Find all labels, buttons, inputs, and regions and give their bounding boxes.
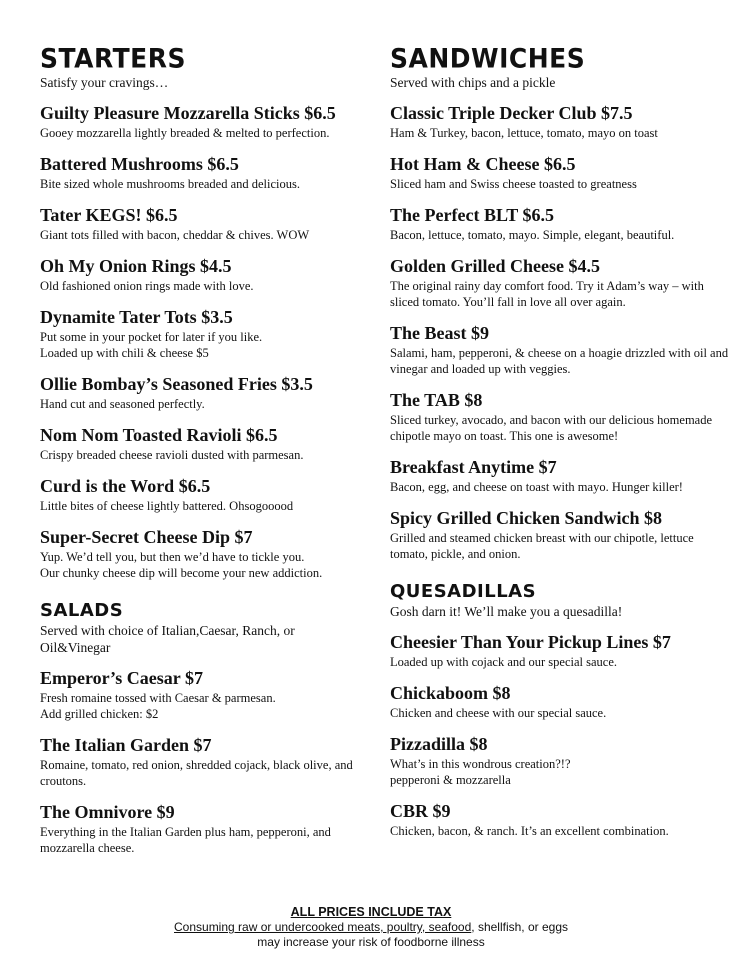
quesadillas-heading: QUESADILLAS bbox=[390, 581, 537, 602]
menu-item bbox=[40, 305, 360, 361]
starters-heading: STARTERS bbox=[40, 43, 186, 74]
menu-item-title: Hot Ham & Cheese $6.5 bbox=[390, 154, 576, 174]
menu-item bbox=[40, 800, 360, 856]
sandwiches-tagline: Served with chips and a pickle bbox=[390, 75, 556, 90]
menu-item-title: Dynamite Tater Tots $3.5 bbox=[40, 307, 233, 327]
salads-section bbox=[40, 600, 360, 856]
menu-item-description: Hand cut and seasoned perfectly. bbox=[40, 397, 205, 411]
menu-item bbox=[390, 630, 730, 670]
menu-item-title: Spicy Grilled Chicken Sandwich $8 bbox=[390, 508, 663, 528]
menu-item-title: Pizzadilla $8 bbox=[390, 734, 488, 754]
menu-item-title: Emperor’s Caesar $7 bbox=[40, 668, 203, 688]
salads-heading: SALADS bbox=[40, 600, 124, 621]
menu-item bbox=[390, 732, 730, 788]
menu-item bbox=[390, 254, 730, 310]
menu-item-description: Old fashioned onion rings made with love. bbox=[40, 279, 254, 293]
menu-item bbox=[40, 474, 360, 514]
menu-item-title: Cheesier Than Your Pickup Lines $7 bbox=[390, 632, 671, 652]
warning-rest: , shellfish, or eggs bbox=[471, 920, 568, 934]
menu-item bbox=[40, 254, 360, 294]
menu-item-description: Yup. We’d tell you, but then we’d have to tickle you. Our chunky cheese dip will become your new addiction. bbox=[40, 550, 323, 580]
quesadillas-list bbox=[390, 630, 730, 839]
menu-item bbox=[390, 152, 730, 192]
menu-item-title: Guilty Pleasure Mozzarella Sticks $6.5 bbox=[40, 103, 336, 123]
menu-item-title: The TAB $8 bbox=[390, 390, 483, 410]
tax-notice: ALL PRICES INCLUDE TAX bbox=[290, 905, 452, 919]
menu-item-title: Battered Mushrooms $6.5 bbox=[40, 154, 239, 174]
sandwiches-section bbox=[390, 44, 730, 562]
menu-item-title: Chickaboom $8 bbox=[390, 683, 511, 703]
starters-tagline: Satisfy your cravings… bbox=[40, 75, 169, 90]
menu-item bbox=[40, 423, 360, 463]
menu-item bbox=[390, 681, 730, 721]
quesadillas-tagline: Gosh darn it! We’ll make you a quesadilla! bbox=[390, 604, 623, 619]
menu-item-title: Golden Grilled Cheese $4.5 bbox=[390, 256, 600, 276]
menu-item-title: Nom Nom Toasted Ravioli $6.5 bbox=[40, 425, 278, 445]
menu-item-description: Everything in the Italian Garden plus ham, pepperoni, and mozzarella cheese. bbox=[40, 825, 331, 855]
menu-item-title: The Perfect BLT $6.5 bbox=[390, 205, 554, 225]
menu-item bbox=[390, 203, 730, 243]
menu-item-description: Salami, ham, pepperoni, & cheese on a hoagie drizzled with oil and vinegar and loaded up with veggies. bbox=[390, 346, 729, 376]
menu-item-description: Sliced turkey, avocado, and bacon with our delicious homemade chipotle mayo on toast. This one is awesome! bbox=[390, 413, 713, 443]
menu-item-title: The Italian Garden $7 bbox=[40, 735, 212, 755]
menu-item bbox=[390, 321, 730, 377]
menu-item bbox=[390, 799, 730, 839]
menu-item bbox=[40, 733, 360, 789]
menu-item bbox=[390, 506, 730, 562]
menu-item-description: Romaine, tomato, red onion, shredded cojack, black olive, and croutons. bbox=[40, 758, 353, 788]
menu-item-title: Super-Secret Cheese Dip $7 bbox=[40, 527, 253, 547]
menu-item bbox=[40, 203, 360, 243]
left-column bbox=[40, 44, 360, 867]
menu-footer bbox=[0, 904, 742, 950]
menu-item-description: Gooey mozzarella lightly breaded & melted to perfection. bbox=[40, 126, 330, 140]
menu-item-description: Bacon, egg, and cheese on toast with mayo. Hunger killer! bbox=[390, 480, 683, 494]
menu-item-title: CBR $9 bbox=[390, 801, 451, 821]
food-safety-warning bbox=[0, 920, 742, 935]
quesadillas-section bbox=[390, 581, 730, 839]
menu-item bbox=[390, 101, 730, 141]
starters-list bbox=[40, 101, 360, 581]
menu-item-description: Bite sized whole mushrooms breaded and delicious. bbox=[40, 177, 301, 191]
menu-item bbox=[40, 666, 360, 722]
menu-item-description: Ham & Turkey, bacon, lettuce, tomato, mayo on toast bbox=[390, 126, 658, 140]
menu-item bbox=[390, 455, 730, 495]
menu-item-title: Breakfast Anytime $7 bbox=[390, 457, 557, 477]
menu-item-title: Curd is the Word $6.5 bbox=[40, 476, 211, 496]
food-safety-warning-line2: may increase your risk of foodborne illness bbox=[257, 935, 485, 949]
starters-section bbox=[40, 44, 360, 581]
menu-item-description: Put some in your pocket for later if you like. Loaded up with chili & cheese $5 bbox=[40, 330, 263, 360]
menu-item-description: Grilled and steamed chicken breast with our chipotle, lettuce tomato, pickle, and onion. bbox=[390, 531, 694, 561]
menu-item bbox=[40, 525, 360, 581]
right-column bbox=[390, 44, 730, 850]
menu-item-description: Little bites of cheese lightly battered. Ohsogooood bbox=[40, 499, 294, 513]
menu-item bbox=[40, 101, 360, 141]
menu-item-description: The original rainy day comfort food. Try it Adam’s way – with sliced tomato. You’ll fall in love all over again. bbox=[390, 279, 704, 309]
menu-item bbox=[390, 388, 730, 444]
menu-item-description: Giant tots filled with bacon, cheddar & chives. WOW bbox=[40, 228, 310, 242]
menu-item-description: Crispy breaded cheese ravioli dusted with parmesan. bbox=[40, 448, 304, 462]
salads-tagline: Served with choice of Italian,Caesar, Ranch, or Oil&Vinegar bbox=[40, 623, 295, 655]
warning-underlined: Consuming raw or undercooked meats, poultry, seafood bbox=[174, 920, 472, 934]
menu-item-description: Chicken and cheese with our special sauce. bbox=[390, 706, 607, 720]
menu-item bbox=[40, 152, 360, 192]
sandwiches-list bbox=[390, 101, 730, 562]
menu-item-description: Chicken, bacon, & ranch. It’s an excellent combination. bbox=[390, 824, 669, 838]
salads-list bbox=[40, 666, 360, 856]
menu-item-title: Oh My Onion Rings $4.5 bbox=[40, 256, 232, 276]
sandwiches-heading: SANDWICHES bbox=[390, 43, 586, 74]
menu-item-title: The Beast $9 bbox=[390, 323, 489, 343]
menu-item-title: Tater KEGS! $6.5 bbox=[40, 205, 178, 225]
menu-item-description: Fresh romaine tossed with Caesar & parmesan. Add grilled chicken: $2 bbox=[40, 691, 276, 721]
menu-item bbox=[40, 372, 360, 412]
menu-item-description: Sliced ham and Swiss cheese toasted to greatness bbox=[390, 177, 637, 191]
menu-item-title: Classic Triple Decker Club $7.5 bbox=[390, 103, 633, 123]
menu-item-description: What’s in this wondrous creation?!? pepperoni & mozzarella bbox=[390, 757, 571, 787]
menu-item-title: The Omnivore $9 bbox=[40, 802, 175, 822]
menu-item-description: Loaded up with cojack and our special sauce. bbox=[390, 655, 617, 669]
menu-item-title: Ollie Bombay’s Seasoned Fries $3.5 bbox=[40, 374, 313, 394]
menu-item-description: Bacon, lettuce, tomato, mayo. Simple, elegant, beautiful. bbox=[390, 228, 675, 242]
